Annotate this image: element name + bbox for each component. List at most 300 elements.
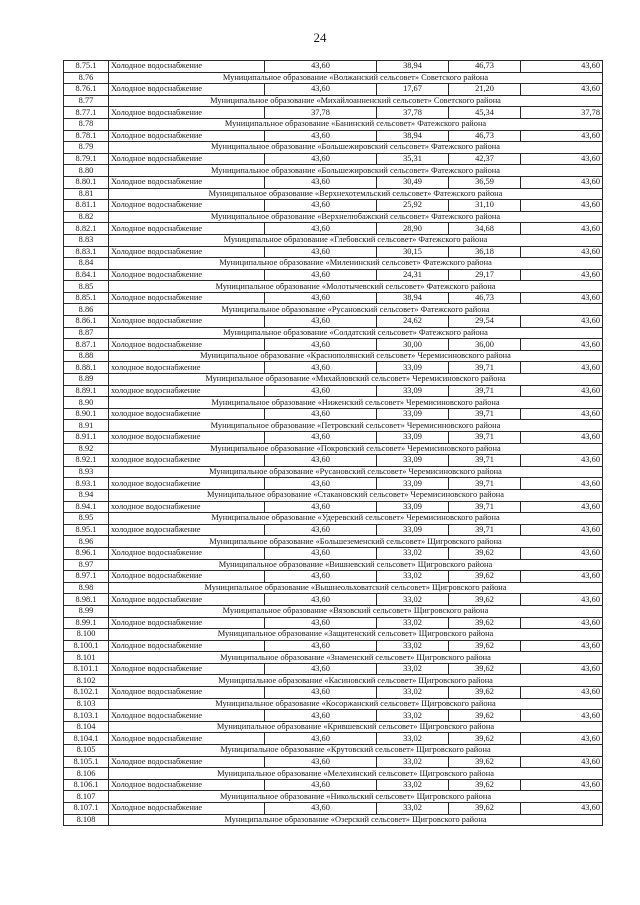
tariff-row: [64, 617, 603, 629]
row-number: 8.95: [64, 513, 109, 525]
tariff-value-1: 43,60: [265, 408, 377, 420]
row-number: 8.85.1: [64, 292, 109, 304]
tariff-value-3: 46,73: [449, 292, 521, 304]
tariff-value-1: 43,60: [265, 524, 377, 536]
tariff-value-2: 33,02: [377, 571, 449, 583]
row-number: 8.86: [64, 304, 109, 316]
tariff-value-3: 46,73: [449, 61, 521, 73]
tariff-row: [64, 408, 603, 420]
municipality-title: Муниципальное образование «Русановский сельсовет» Черемисиновского района: [109, 466, 603, 478]
row-number: 8.97.1: [64, 571, 109, 583]
tariff-row: [64, 663, 603, 675]
municipality-title: Муниципальное образование «Касиновский сельсовет» Щигровского района: [109, 675, 603, 687]
municipality-header-row: [64, 95, 603, 107]
tariff-value-3: 39,71: [449, 478, 521, 490]
row-number: 8.101: [64, 652, 109, 664]
tariff-value-3: 39,62: [449, 640, 521, 652]
tariff-value-3: 39,62: [449, 803, 521, 815]
municipality-header-row: [64, 814, 603, 826]
tariff-value-1: 43,60: [265, 246, 377, 258]
row-number: 8.93.1: [64, 478, 109, 490]
tariff-row: [64, 594, 603, 606]
row-number: 8.95.1: [64, 524, 109, 536]
municipality-header-row: [64, 768, 603, 780]
tariff-value-2: 33,02: [377, 733, 449, 745]
row-number: 8.93: [64, 466, 109, 478]
tariff-value-2: 35,31: [377, 153, 449, 165]
tariff-value-3: 29,54: [449, 316, 521, 328]
tariff-value-2: 24,31: [377, 269, 449, 281]
tariff-value-2: 33,02: [377, 687, 449, 699]
municipality-header-row: [64, 721, 603, 733]
tariff-value-4: 43,60: [521, 524, 603, 536]
tariff-value-4: 43,60: [521, 663, 603, 675]
service-name: Холодное водоснабжение: [109, 756, 265, 768]
tariff-row: [64, 571, 603, 583]
row-number: 8.77.1: [64, 107, 109, 119]
tariff-value-4: 43,60: [521, 803, 603, 815]
tariff-value-1: 43,60: [265, 501, 377, 513]
tariff-value-3: 46,73: [449, 130, 521, 142]
municipality-header-row: [64, 698, 603, 710]
service-name: Холодное водоснабжение: [109, 176, 265, 188]
tariff-value-3: 39,71: [449, 501, 521, 513]
municipality-title: Муниципальное образование «Никольский сельсовет» Щигровского района: [109, 791, 603, 803]
municipality-header-row: [64, 72, 603, 84]
tariff-value-3: 36,00: [449, 339, 521, 351]
municipality-title: Муниципальное образование «Молотычевский сельсовет» Фатежского района: [109, 281, 603, 293]
municipality-header-row: [64, 374, 603, 386]
tariff-value-1: 37,78: [265, 107, 377, 119]
municipality-header-row: [64, 211, 603, 223]
tariff-value-1: 43,60: [265, 432, 377, 444]
row-number: 8.89: [64, 374, 109, 386]
row-number: 8.99: [64, 605, 109, 617]
municipality-title: Муниципальное образование «Солдатский сельсовет» Фатежского района: [109, 327, 603, 339]
service-name: Холодное водоснабжение: [109, 803, 265, 815]
tariff-value-4: 43,60: [521, 385, 603, 397]
municipality-title: Муниципальное образование «Вязовский сельсовет» Щигровского района: [109, 605, 603, 617]
tariff-value-1: 43,60: [265, 84, 377, 96]
tariff-value-3: 21,20: [449, 84, 521, 96]
row-number: 8.91: [64, 420, 109, 432]
row-number: 8.106.1: [64, 779, 109, 791]
tariff-value-1: 43,60: [265, 571, 377, 583]
tariff-row: [64, 130, 603, 142]
tariff-row: [64, 733, 603, 745]
tariff-value-1: 43,60: [265, 130, 377, 142]
municipality-header-row: [64, 489, 603, 501]
municipality-header-row: [64, 536, 603, 548]
tariff-value-4: 43,60: [521, 571, 603, 583]
row-number: 8.90.1: [64, 408, 109, 420]
service-name: холодное водоснабжение: [109, 478, 265, 490]
tariff-row: [64, 269, 603, 281]
municipality-header-row: [64, 142, 603, 154]
tariff-value-2: 33,02: [377, 710, 449, 722]
tariff-row: [64, 501, 603, 513]
municipality-title: Муниципальное образование «Банинский сельсовет» Фатежского района: [109, 118, 603, 130]
tariff-value-1: 43,60: [265, 455, 377, 467]
row-number: 8.100: [64, 629, 109, 641]
tariff-row: [64, 316, 603, 328]
tariff-value-2: 24,62: [377, 316, 449, 328]
service-name: холодное водоснабжение: [109, 362, 265, 374]
tariff-value-4: 43,60: [521, 362, 603, 374]
municipality-header-row: [64, 327, 603, 339]
row-number: 8.86.1: [64, 316, 109, 328]
municipality-header-row: [64, 629, 603, 641]
tariff-value-1: 43,60: [265, 756, 377, 768]
tariff-value-4: 43,60: [521, 455, 603, 467]
row-number: 8.103.1: [64, 710, 109, 722]
municipality-title: Муниципальное образование «Большежировский сельсовет» Фатежского района: [109, 142, 603, 154]
tariff-value-3: 39,62: [449, 617, 521, 629]
tariff-value-2: 33,09: [377, 362, 449, 374]
tariff-value-4: 43,60: [521, 223, 603, 235]
row-number: 8.87: [64, 327, 109, 339]
municipality-title: Муниципальное образование «Крутовский сельсовет» Щигровского района: [109, 745, 603, 757]
tariff-row: [64, 223, 603, 235]
service-name: Холодное водоснабжение: [109, 292, 265, 304]
row-number: 8.108: [64, 814, 109, 826]
tariff-value-2: 33,02: [377, 617, 449, 629]
row-number: 8.105.1: [64, 756, 109, 768]
municipality-title: Муниципальное образование «Косоржанский сельсовет» Щигровского района: [109, 698, 603, 710]
page-number: 24: [313, 30, 327, 45]
tariff-row: [64, 107, 603, 119]
tariff-value-3: 36,59: [449, 176, 521, 188]
service-name: Холодное водоснабжение: [109, 779, 265, 791]
municipality-title: Муниципальное образование «Волжанский сельсовет» Советского района: [109, 72, 603, 84]
tariff-value-4: 43,60: [521, 733, 603, 745]
tariff-value-4: 43,60: [521, 84, 603, 96]
row-number: 8.99.1: [64, 617, 109, 629]
municipality-header-row: [64, 118, 603, 130]
municipality-header-row: [64, 165, 603, 177]
tariff-value-3: 39,62: [449, 547, 521, 559]
tariff-row: [64, 756, 603, 768]
tariff-value-3: 39,62: [449, 663, 521, 675]
municipality-title: Муниципальное образование «Краснополянский сельсовет» Черемисиновского района: [109, 350, 603, 362]
tariff-value-2: 33,09: [377, 408, 449, 420]
municipality-title: Муниципальное образование «Михайлоанненский сельсовет» Советского района: [109, 95, 603, 107]
municipality-header-row: [64, 745, 603, 757]
row-number: 8.107.1: [64, 803, 109, 815]
service-name: Холодное водоснабжение: [109, 130, 265, 142]
tariff-value-4: 43,60: [521, 756, 603, 768]
municipality-title: Муниципальное образование «Верхнелюбажский сельсовет» Фатежского района: [109, 211, 603, 223]
row-number: 8.76: [64, 72, 109, 84]
service-name: Холодное водоснабжение: [109, 547, 265, 559]
municipality-header-row: [64, 791, 603, 803]
tariff-value-2: 33,02: [377, 756, 449, 768]
row-number: 8.91.1: [64, 432, 109, 444]
tariff-value-4: 43,60: [521, 687, 603, 699]
tariff-value-4: 43,60: [521, 339, 603, 351]
tariff-value-3: 39,71: [449, 455, 521, 467]
tariff-value-4: 43,60: [521, 246, 603, 258]
tariff-row: [64, 292, 603, 304]
row-number: 8.80.1: [64, 176, 109, 188]
service-name: холодное водоснабжение: [109, 385, 265, 397]
service-name: Холодное водоснабжение: [109, 61, 265, 73]
tariff-value-4: 43,60: [521, 432, 603, 444]
row-number: 8.96: [64, 536, 109, 548]
municipality-header-row: [64, 513, 603, 525]
service-name: Холодное водоснабжение: [109, 339, 265, 351]
service-name: Холодное водоснабжение: [109, 617, 265, 629]
tariff-row: [64, 84, 603, 96]
tariff-value-4: 43,60: [521, 269, 603, 281]
tariff-value-3: 39,62: [449, 710, 521, 722]
row-number: 8.79.1: [64, 153, 109, 165]
service-name: холодное водоснабжение: [109, 524, 265, 536]
tariff-value-1: 43,60: [265, 153, 377, 165]
service-name: Холодное водоснабжение: [109, 107, 265, 119]
row-number: 8.101.1: [64, 663, 109, 675]
row-number: 8.106: [64, 768, 109, 780]
municipality-header-row: [64, 304, 603, 316]
tariff-value-2: 33,02: [377, 547, 449, 559]
tariff-value-4: 43,60: [521, 547, 603, 559]
row-number: 8.88: [64, 350, 109, 362]
municipality-title: Муниципальное образование «Глебовский сельсовет» Фатежского района: [109, 234, 603, 246]
tariff-row: [64, 455, 603, 467]
tariff-value-2: 33,09: [377, 501, 449, 513]
row-number: 8.85: [64, 281, 109, 293]
row-number: 8.78: [64, 118, 109, 130]
tariff-value-3: 29,17: [449, 269, 521, 281]
municipality-title: Муниципальное образование «Большежировский сельсовет» Фатежского района: [109, 165, 603, 177]
municipality-title: Муниципальное образование «Верхнехотемльский сельсовет» Фатежского района: [109, 188, 603, 200]
row-number: 8.97: [64, 559, 109, 571]
municipality-title: Муниципальное образование «Миленинский сельсовет» Фатежского района: [109, 258, 603, 270]
service-name: Холодное водоснабжение: [109, 640, 265, 652]
tariff-row: [64, 200, 603, 212]
row-number: 8.75.1: [64, 61, 109, 73]
municipality-title: Муниципальное образование «Большеземенский сельсовет» Щигровского района: [109, 536, 603, 548]
tariff-value-4: 43,60: [521, 408, 603, 420]
row-number: 8.80: [64, 165, 109, 177]
service-name: холодное водоснабжение: [109, 455, 265, 467]
tariff-row: [64, 478, 603, 490]
row-number: 8.102: [64, 675, 109, 687]
service-name: Холодное водоснабжение: [109, 316, 265, 328]
tariff-value-4: 43,60: [521, 316, 603, 328]
tariff-value-4: 43,60: [521, 617, 603, 629]
row-number: 8.77: [64, 95, 109, 107]
tariff-value-3: 39,71: [449, 385, 521, 397]
row-number: 8.82: [64, 211, 109, 223]
tariff-row: [64, 803, 603, 815]
row-number: 8.94: [64, 489, 109, 501]
tariff-value-1: 43,60: [265, 362, 377, 374]
tariff-value-3: 34,68: [449, 223, 521, 235]
tariff-value-2: 33,09: [377, 455, 449, 467]
row-number: 8.98: [64, 582, 109, 594]
row-number: 8.82.1: [64, 223, 109, 235]
service-name: Холодное водоснабжение: [109, 200, 265, 212]
row-number: 8.88.1: [64, 362, 109, 374]
row-number: 8.87.1: [64, 339, 109, 351]
row-number: 8.84.1: [64, 269, 109, 281]
municipality-title: Муниципальное образование «Мелехинский сельсовет» Щигровского района: [109, 768, 603, 780]
tariff-value-2: 33,02: [377, 779, 449, 791]
municipality-header-row: [64, 605, 603, 617]
municipality-title: Муниципальное образование «Ниженский сельсовет» Черемисиновского района: [109, 397, 603, 409]
tariff-value-4: 37,78: [521, 107, 603, 119]
tariff-row: [64, 779, 603, 791]
tariff-table-body: [64, 61, 603, 826]
service-name: Холодное водоснабжение: [109, 687, 265, 699]
municipality-header-row: [64, 652, 603, 664]
municipality-title: Муниципальное образование «Стакановский сельсовет» Черемисиновского района: [109, 489, 603, 501]
tariff-value-1: 43,60: [265, 640, 377, 652]
tariff-value-1: 43,60: [265, 617, 377, 629]
tariff-value-4: 43,60: [521, 130, 603, 142]
tariff-value-2: 33,02: [377, 594, 449, 606]
municipality-header-row: [64, 350, 603, 362]
tariff-value-2: 30,49: [377, 176, 449, 188]
tariff-value-2: 37,78: [377, 107, 449, 119]
tariff-value-3: 39,71: [449, 408, 521, 420]
tariff-value-3: 39,62: [449, 779, 521, 791]
tariff-value-1: 43,60: [265, 339, 377, 351]
municipality-header-row: [64, 559, 603, 571]
tariff-row: [64, 153, 603, 165]
tariff-value-1: 43,60: [265, 779, 377, 791]
row-number: 8.104: [64, 721, 109, 733]
service-name: Холодное водоснабжение: [109, 571, 265, 583]
tariff-value-4: 43,60: [521, 710, 603, 722]
service-name: Холодное водоснабжение: [109, 269, 265, 281]
service-name: Холодное водоснабжение: [109, 663, 265, 675]
municipality-header-row: [64, 466, 603, 478]
row-number: 8.107: [64, 791, 109, 803]
tariff-value-4: 43,60: [521, 176, 603, 188]
tariff-row: [64, 246, 603, 258]
service-name: холодное водоснабжение: [109, 408, 265, 420]
tariff-value-1: 43,60: [265, 385, 377, 397]
tariff-value-1: 43,60: [265, 200, 377, 212]
row-number: 8.83.1: [64, 246, 109, 258]
tariff-value-3: 42,37: [449, 153, 521, 165]
service-name: холодное водоснабжение: [109, 432, 265, 444]
tariff-value-2: 30,15: [377, 246, 449, 258]
tariff-value-3: 39,62: [449, 594, 521, 606]
tariff-value-1: 43,60: [265, 61, 377, 73]
tariff-value-1: 43,60: [265, 594, 377, 606]
tariff-value-1: 43,60: [265, 269, 377, 281]
municipality-title: Муниципальное образование «Михайловский сельсовет» Черемисиновского района: [109, 374, 603, 386]
tariff-value-2: 33,09: [377, 385, 449, 397]
tariff-row: [64, 176, 603, 188]
tariff-value-4: 43,60: [521, 779, 603, 791]
tariff-value-4: 43,60: [521, 501, 603, 513]
tariff-value-3: 31,10: [449, 200, 521, 212]
municipality-title: Муниципальное образование «Вишневский сельсовет» Щигровского района: [109, 559, 603, 571]
tariff-row: [64, 687, 603, 699]
tariff-value-3: 45,34: [449, 107, 521, 119]
tariff-value-1: 43,60: [265, 733, 377, 745]
service-name: Холодное водоснабжение: [109, 223, 265, 235]
tariff-value-2: 38,94: [377, 61, 449, 73]
tariff-value-1: 43,60: [265, 547, 377, 559]
tariff-value-3: 39,71: [449, 524, 521, 536]
row-number: 8.92: [64, 443, 109, 455]
row-number: 8.105: [64, 745, 109, 757]
municipality-title: Муниципальное образование «Покровский сельсовет» Черемисиновского района: [109, 443, 603, 455]
tariff-table: [63, 60, 603, 826]
tariff-row: [64, 710, 603, 722]
tariff-value-4: 43,60: [521, 61, 603, 73]
tariff-value-2: 33,02: [377, 640, 449, 652]
tariff-row: [64, 547, 603, 559]
tariff-row: [64, 61, 603, 73]
municipality-header-row: [64, 420, 603, 432]
tariff-value-2: 33,09: [377, 524, 449, 536]
service-name: Холодное водоснабжение: [109, 594, 265, 606]
row-number: 8.89.1: [64, 385, 109, 397]
municipality-title: Муниципальное образование «Знаменский сельсовет» Щигровского района: [109, 652, 603, 664]
service-name: Холодное водоснабжение: [109, 733, 265, 745]
tariff-value-3: 39,62: [449, 733, 521, 745]
row-number: 8.96.1: [64, 547, 109, 559]
tariff-value-1: 43,60: [265, 478, 377, 490]
tariff-row: [64, 339, 603, 351]
tariff-value-3: 39,62: [449, 687, 521, 699]
municipality-title: Муниципальное образование «Петровский сельсовет» Черемисиновского района: [109, 420, 603, 432]
tariff-row: [64, 432, 603, 444]
tariff-value-2: 25,92: [377, 200, 449, 212]
tariff-value-1: 43,60: [265, 663, 377, 675]
row-number: 8.100.1: [64, 640, 109, 652]
municipality-header-row: [64, 258, 603, 270]
municipality-header-row: [64, 443, 603, 455]
row-number: 8.81.1: [64, 200, 109, 212]
row-number: 8.103: [64, 698, 109, 710]
row-number: 8.92.1: [64, 455, 109, 467]
service-name: холодное водоснабжение: [109, 501, 265, 513]
tariff-value-3: 39,71: [449, 362, 521, 374]
tariff-value-1: 43,60: [265, 292, 377, 304]
row-number: 8.83: [64, 234, 109, 246]
municipality-title: Муниципальное образование «Русановский сельсовет» Фатежского района: [109, 304, 603, 316]
service-name: Холодное водоснабжение: [109, 84, 265, 96]
municipality-title: Муниципальное образование «Озерский сельсовет» Щигровского района: [109, 814, 603, 826]
tariff-value-1: 43,60: [265, 223, 377, 235]
municipality-header-row: [64, 234, 603, 246]
tariff-value-4: 43,60: [521, 292, 603, 304]
row-number: 8.90: [64, 397, 109, 409]
tariff-value-4: 43,60: [521, 478, 603, 490]
row-number: 8.98.1: [64, 594, 109, 606]
tariff-value-2: 17,67: [377, 84, 449, 96]
row-number: 8.79: [64, 142, 109, 154]
municipality-title: Муниципальное образование «Крившевский сельсовет» Щигровского района: [109, 721, 603, 733]
municipality-header-row: [64, 281, 603, 293]
municipality-title: Муниципальное образование «Удеревский сельсовет» Черемисиновского района: [109, 513, 603, 525]
municipality-header-row: [64, 188, 603, 200]
municipality-header-row: [64, 675, 603, 687]
tariff-value-3: 36,18: [449, 246, 521, 258]
municipality-title: Муниципальное образование «Вышнеольховатский сельсовет» Щигровского района: [109, 582, 603, 594]
tariff-value-2: 38,94: [377, 292, 449, 304]
tariff-value-1: 43,60: [265, 710, 377, 722]
tariff-value-2: 38,94: [377, 130, 449, 142]
row-number: 8.78.1: [64, 130, 109, 142]
